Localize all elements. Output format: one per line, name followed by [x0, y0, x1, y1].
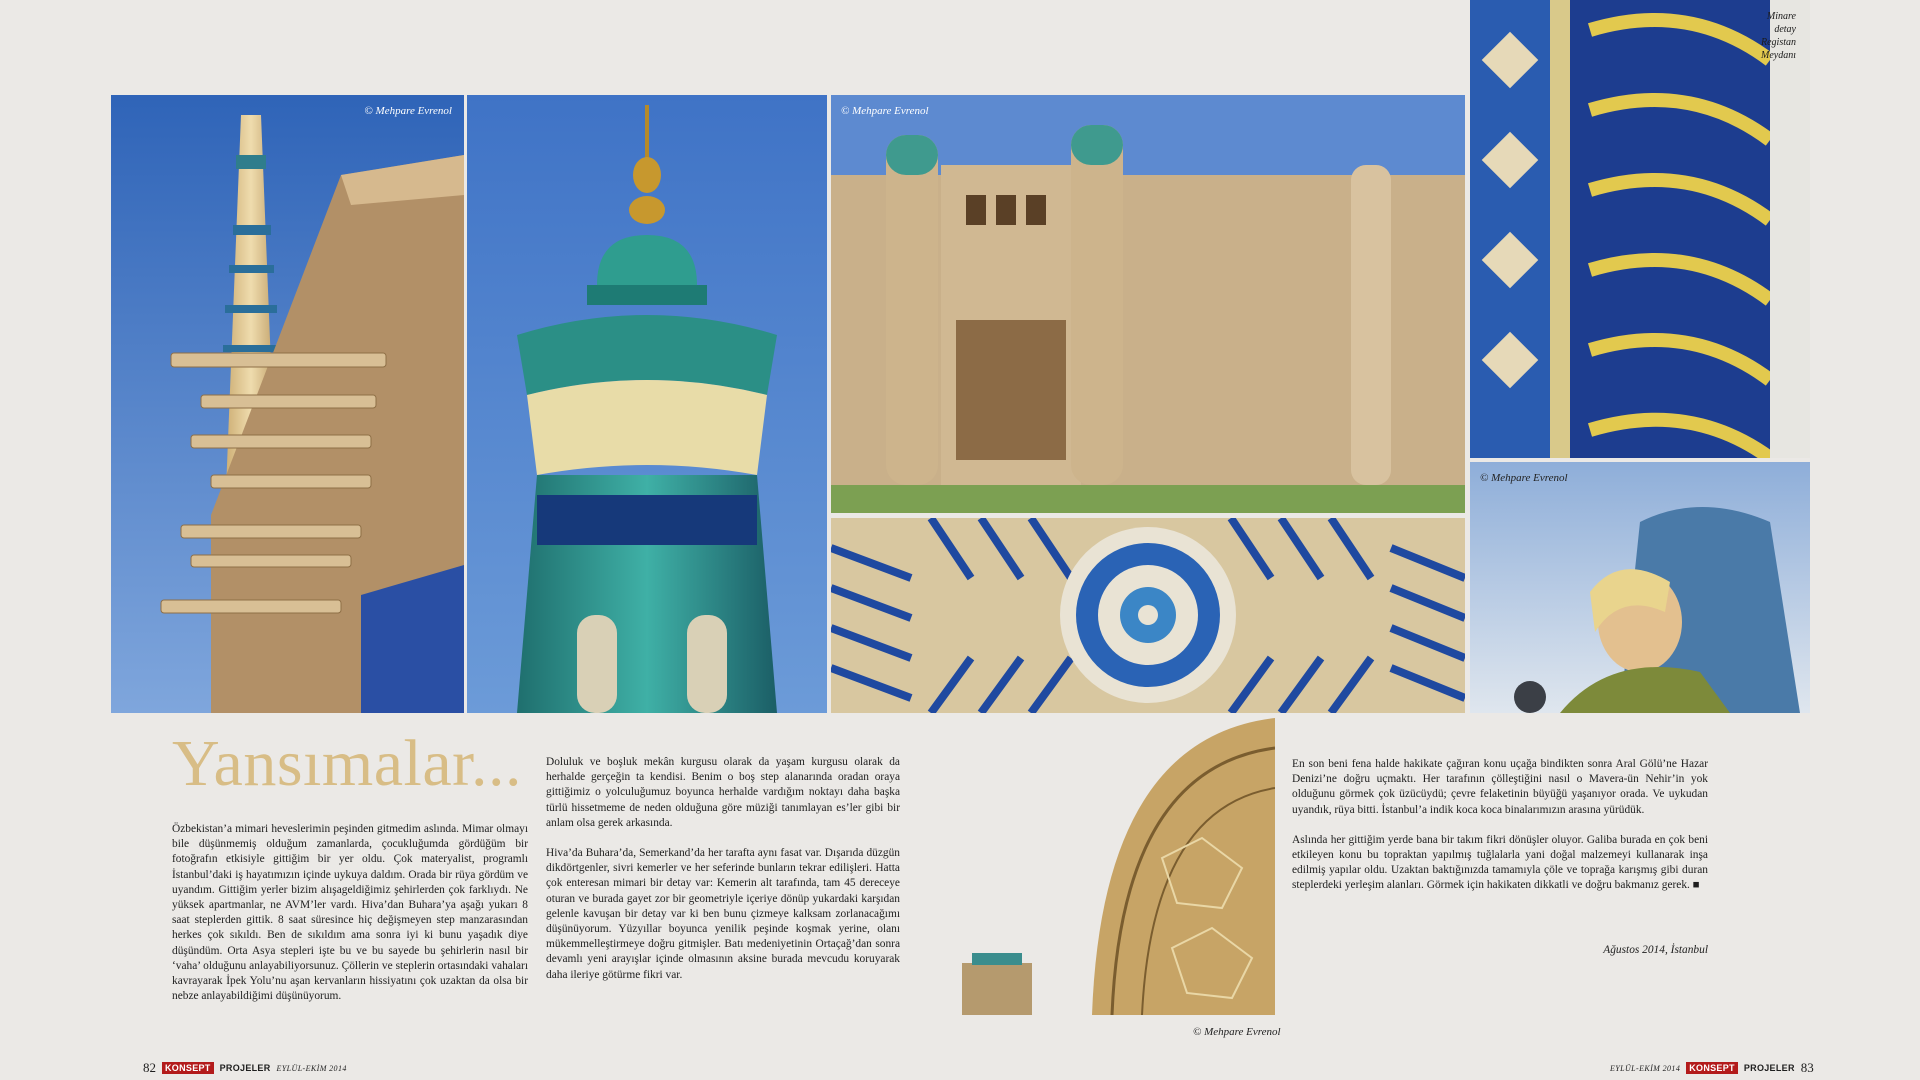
paragraph: Hiva’da Buhara’da, Semerkand’da her tarafta aynı fasat var. Dışarıda düzgün dikdörtgenler, sivri kemerler ve her seferinde bunların tekrar edilişleri. Hatta çok enteresan mimari bir detay var: Kemerin alt tarafında, tam 45 dereceye oturan ve burada gayet zor bir geometriyle içeriye dönüp yukardaki karşıdan gelenle kavuşan bir detay var ki ben bunu çizmeye kalksam zorlanacağımı düşünüyorum. Yüzyıllar boyunca yenilik peşinde koşmak yerine, olanı mükemmelleştirmeye doğru gitmişler. Batı medeniyetinin Ortaçağ’dan sonra devamlı yeni arayışlar içinde olmasının aksine burada mevcudu koruyarak daha ileriye götürme fikri var. [546, 847, 900, 981]
page-number: 83 [1800, 1060, 1814, 1075]
article-column-1 [172, 822, 528, 1019]
article-column-3 [1292, 757, 1708, 909]
magazine-logo-suffix: PROJELER [1743, 1063, 1795, 1073]
paragraph: Doluluk ve boşluk mekân kurgusu olarak da yaşam kurgusu olarak da herhalde gerçeğin ta kendisi. Benim o boş step alanarında oradan oraya gittiğimiz o yolculuğumuz boyunca herhalde vardığım noktayı daha başka türlü hissetmeme de neden olduğuna göre müziği tanımlayan es’ler gibi bir anlam olsa gerek arkasında. [546, 756, 900, 829]
photo-tiled-medallion [831, 518, 1465, 713]
article-title: Yansımalar... [172, 727, 522, 800]
issue-date: EYLÜL-EKİM 2014 [276, 1063, 347, 1073]
issue-date: EYLÜL-EKİM 2014 [1610, 1063, 1681, 1073]
caption-line: Meydanı [1761, 50, 1796, 61]
photo-arch-detail [962, 718, 1275, 1015]
article-column-2 [546, 755, 900, 998]
page-number: 82 [143, 1060, 156, 1075]
photo-minaret-detail [1470, 0, 1810, 458]
photo-fortress-gate [831, 95, 1465, 513]
photo-credit: © Mehpare Evrenol [1480, 472, 1568, 484]
magazine-logo: KONSEPT [1686, 1062, 1738, 1074]
caption-line: Minare [1766, 11, 1796, 22]
magazine-logo-suffix: PROJELER [219, 1063, 271, 1073]
caption-line: Registan [1761, 37, 1796, 48]
paragraph: Özbekistan’a mimari heveslerimin peşinden gitmedim aslında. Mimar olmayı bile düşünmemiş olduğum zamanlarda, çocukluğumda gördüğüm bir fotoğrafın etkisiyle gittiğim bir yer oldu. Çok materyalist, programlı İstanbul’daki iş hayatımızın içinde uykuya daldım. Orada bir rüya gördüm ve uyandım. Gittiğim yerler bizim alışageldiğimiz şehirlerden çok farklıydı. Ne yüksek apartmanlar, ne AVM’ler vardı. Hiva’dan Buhara’ya aşağı yukarı 8 saat steplerden gittik. 8 saat süresince hiç değişmeyen step manzarasından herkes çok sıkıldı. Ben de sıkıldım ama sonra iyi ki bunu yaşadık diye düşündüm. Orta Asya stepleri işte bu ve bu sayede bu şehirlerin nasıl bir ‘vaha’ olduğunu anlayabiliyorsunuz. Çöllerin ve steplerin ortasındaki vahaları kavrayarak İpek Yolu’nu aşan kervanların hissiyatını çok uzaktan da olsa bir nebze anlayabildiğimi düşünüyorum. [172, 823, 528, 1003]
paragraph: Aslında her gittiğim yerde bana bir takım fikri dönüşler oluyor. Galiba burada en çok beni etkileyen konu bu topraktan yapılmış tuğlalarla yani doğal malzemeyi kullanarak inşa edilmiş yapılar oldu. Uzaktan baktığınızda tamamıyla çöle ve toprağa karışmış gibi duran steplerdeki yerleşim alanları. Görmek için hakikaten dikkatli ve doğru bakmanız gerek. ■ [1292, 833, 1708, 892]
paragraph: En son beni fena halde hakikate çağıran konu uçağa bindikten sonra Aral Gölü’ne Hazar Denizi’ne doğru uçmaktı. Her tarafının çölleştiğini nasıl o Mavera-ün Nehir’in yok olduğunu görmek çok üzücüydü; çevre felaketinin büyüğü yaşanıyor orada. Ve uykudan uyandık, rüya bitti. İstanbul’a indik koca koca binalarımızın arasına yürüdük. [1292, 758, 1708, 816]
article-signature: Ağustos 2014, İstanbul [1603, 944, 1708, 956]
caption-line: detay [1774, 24, 1796, 35]
photo-portrait-minaret [1470, 462, 1810, 713]
photo-credit: © Mehpare Evrenol [841, 105, 929, 117]
footer-left [143, 1060, 347, 1076]
magazine-logo: KONSEPT [162, 1062, 214, 1074]
photo-tiled-minaret [467, 95, 827, 713]
photo-minaret-wall [111, 95, 464, 713]
photo-caption [1761, 10, 1796, 62]
footer-right [1610, 1060, 1814, 1076]
photo-credit: © Mehpare Evrenol [364, 105, 452, 117]
photo-credit: © Mehpare Evrenol [1193, 1026, 1281, 1038]
